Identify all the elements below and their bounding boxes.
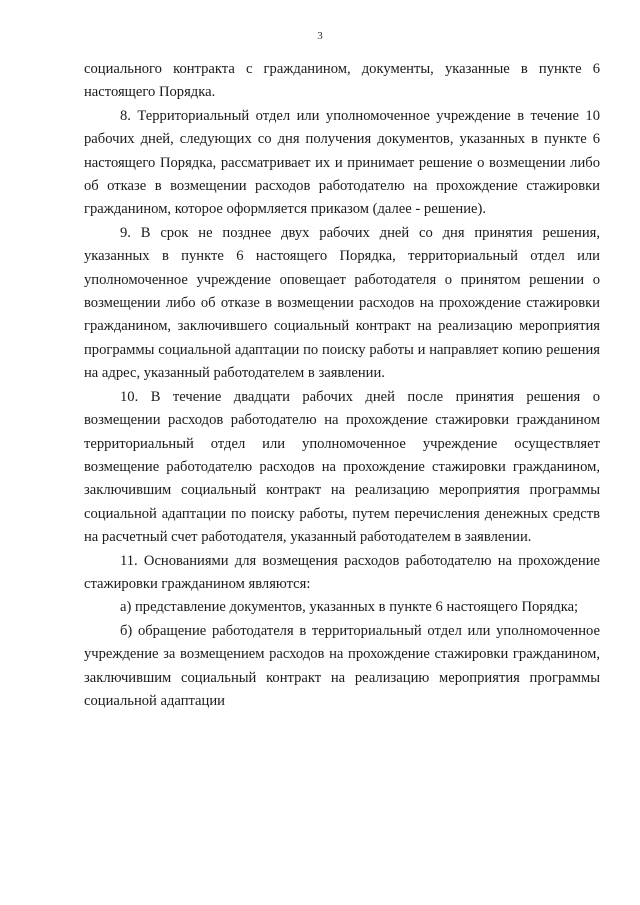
- paragraph-item-11: 11. Основаниями для возмещения расходов работодателю на прохождение стажировки гражданином являются:: [84, 552, 600, 592]
- paragraph-continuation: социального контракта с гражданином, документы, указанные в пункте 6 настоящего Порядка.: [84, 61, 600, 101]
- paragraph-item-8: 8. Территориальный отдел или уполномоченное учреждение в течение 10 рабочих дней, следующих со дня получения документов, указанных в пункте 6 настоящего Порядка, рассматривает их и принимает решение о возмещении либо об отказе в возмещении расходов работодателю на прохождение стажировки гражданином, которое оформляется приказом (далее - решение).: [84, 107, 600, 218]
- document-body: [84, 58, 600, 713]
- paragraph-subitem-a: а) представление документов, указанных в пункте 6 настоящего Порядка;: [120, 599, 579, 616]
- paragraph-item-9: 9. В срок не позднее двух рабочих дней со дня принятия решения, указанных в пункте 6 настоящего Порядка, территориальный отдел или уполномоченное учреждение оповещает работодателя о принятом решении о возмещении либо об отказе в возмещении расходов на прохождение стажировки гражданином, заключившего социальный контракт на реализацию мероприятия программы социальной адаптации по поиску работы и направляет копию решения на адрес, указанный работодателем в заявлении.: [84, 224, 600, 382]
- page-number: 3: [317, 30, 323, 42]
- paragraph-item-10: 10. В течение двадцати рабочих дней после принятия решения о возмещении расходов работодателю на прохождение стажировки гражданином территориальный отдел или уполномоченное учреждение осуществляет возмещение работодателю расходов на прохождение стажировки гражданином, заключившим социальный контракт на реализацию мероприятия программы социальной адаптации по поиску работы, путем перечисления денежных средств на расчетный счет работодателя, указанный работодателем в заявлении.: [84, 388, 600, 546]
- paragraph-subitem-b: б) обращение работодателя в территориальный отдел или уполномоченное учреждение за возмещением расходов на прохождение стажировки гражданином, заключившим социальный контракт на реализацию мероприятия программы социальной адаптации: [84, 622, 600, 709]
